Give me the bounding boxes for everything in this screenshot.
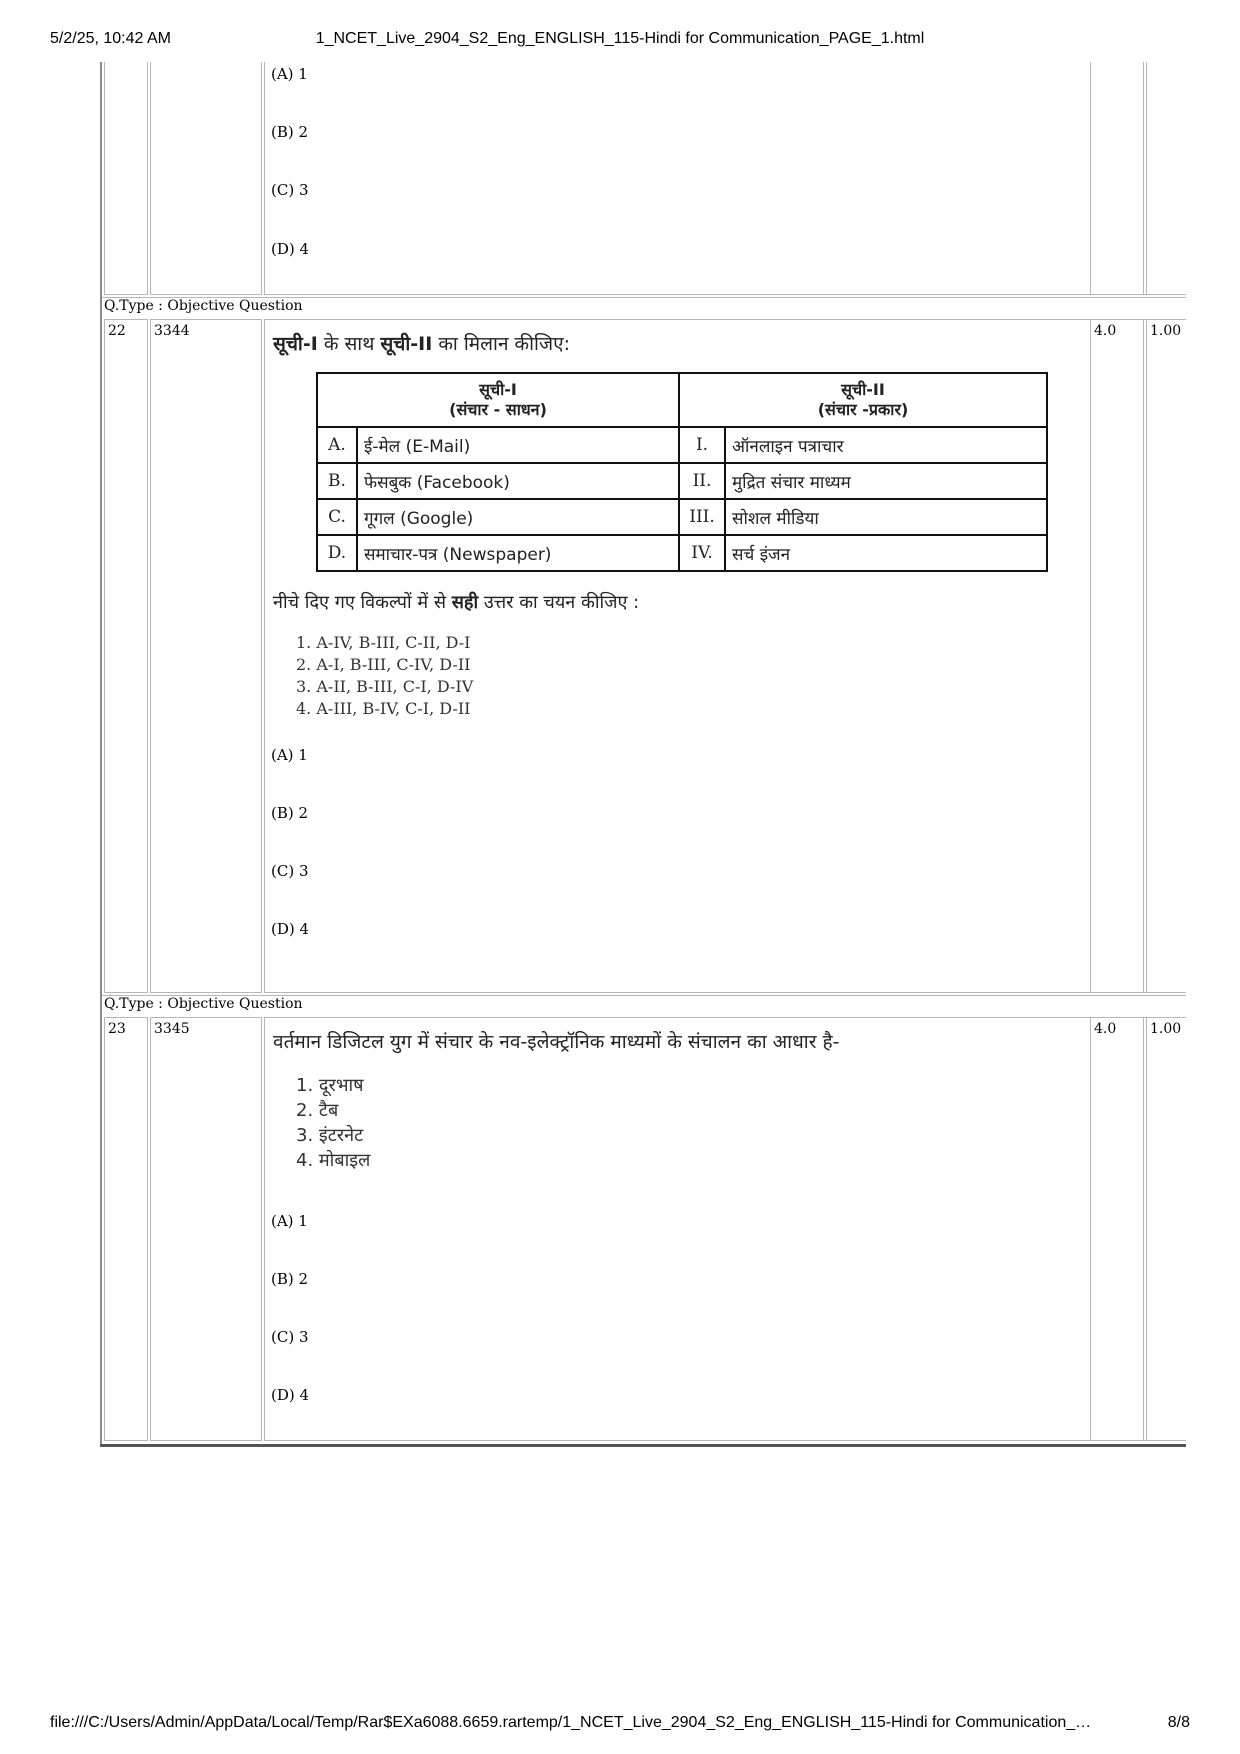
prompt-pre: नीचे दिए गए विकल्पों में से: [273, 592, 452, 613]
table-row: [317, 427, 1047, 463]
table-row: [317, 535, 1047, 571]
q23-negative-marks: 1.00: [1146, 1017, 1186, 1441]
print-title: 1_NCET_Live_2904_S2_Eng_ENGLISH_115-Hindi for Communication_PAGE_1.html: [315, 30, 925, 47]
list-item: 3. A-II, B-III, C-I, D-IV: [296, 677, 474, 696]
row-label-right: I.: [679, 427, 725, 463]
row-left-item: गूगल (Google): [357, 499, 679, 535]
file-path: file:///C:/Users/Admin/AppData/Local/Temp/Rar$EXa6088.6659.rartemp/1_NCET_Live_2904_S2_Eng_ENGLISH_115-Hindi for Communication_…: [50, 1714, 1092, 1731]
row-right-item: ऑनलाइन पत्राचार: [725, 427, 1047, 463]
q22-title-mid: के साथ: [317, 333, 381, 355]
prompt-post: उत्तर का चयन कीजिए :: [478, 592, 640, 613]
q22-number: 22: [104, 319, 148, 993]
q22-marks: 4.0: [1090, 319, 1144, 993]
table-row: [317, 463, 1047, 499]
row-left-item: समाचार-पत्र (Newspaper): [357, 535, 679, 571]
match-table-col2-header: [679, 373, 1047, 427]
q22-option-a: (A) 1: [271, 746, 308, 764]
q23-question-cell: [264, 1017, 1186, 1441]
qtype-label-23: Q.Type : Objective Question: [104, 996, 303, 1012]
q22-title: [273, 330, 570, 356]
q22-question-cell: [264, 319, 1186, 993]
sheet-bottom-border: [100, 1444, 1186, 1447]
q22-prompt: [273, 590, 639, 614]
match-table: [316, 372, 1048, 572]
row-right-item: मुद्रित संचार माध्यम: [725, 463, 1047, 499]
col2-head: सूची-II: [841, 380, 885, 399]
list-item: 4. मोबाइल: [296, 1150, 371, 1171]
qtype-label-22: Q.Type : Objective Question: [104, 298, 303, 314]
prev-option-c: (C) 3: [271, 181, 309, 199]
row-label-left: A.: [317, 427, 357, 463]
col2-sub: (संचार -प्रकार): [817, 400, 909, 419]
q22-title-list1: सूची-I: [273, 333, 318, 355]
q22-option-c: (C) 3: [271, 862, 309, 880]
list-item: 4. A-III, B-IV, C-I, D-II: [296, 699, 471, 718]
row-label-left: B.: [317, 463, 357, 499]
q22-option-b: (B) 2: [271, 804, 309, 822]
q23-choice-list: [296, 1073, 370, 1173]
prev-option-a: (A) 1: [271, 65, 308, 83]
prev-option-b: (B) 2: [271, 123, 309, 141]
row-label-right: II.: [679, 463, 725, 499]
q23-marks: 4.0: [1090, 1017, 1144, 1441]
q23-option-d: (D) 4: [271, 1386, 310, 1404]
q23-number: 23: [104, 1017, 148, 1441]
row-left-item: फेसबुक (Facebook): [357, 463, 679, 499]
q23-title: वर्तमान डिजिटल युग में संचार के नव-इलेक्ट्रॉनिक माध्यमों के संचालन का आधार है-: [273, 1031, 840, 1053]
page-number: 8/8: [1167, 1714, 1190, 1731]
q22-negative-marks: 1.00: [1146, 319, 1186, 993]
list-item: 2. टैब: [296, 1100, 339, 1121]
row-label-right: IV.: [679, 535, 725, 571]
q23-id: 3345: [150, 1017, 262, 1441]
prev-negative-cell: [1146, 62, 1186, 295]
list-item: 1. दूरभाष: [296, 1075, 364, 1096]
list-item: 2. A-I, B-III, C-IV, D-II: [296, 655, 471, 674]
match-table-col1-header: [317, 373, 679, 427]
prev-option-d: (D) 4: [271, 240, 310, 258]
table-row: [317, 499, 1047, 535]
list-item: 1. A-IV, B-III, C-II, D-I: [296, 633, 471, 652]
print-datetime: 5/2/25, 10:42 AM: [50, 30, 171, 47]
prev-question-cell: [264, 62, 1186, 295]
q22-choice-list: [296, 633, 473, 721]
row-label-right: III.: [679, 499, 725, 535]
q23-option-b: (B) 2: [271, 1270, 309, 1288]
prev-number-cell: [104, 62, 148, 295]
row-right-item: सर्च इंजन: [725, 535, 1047, 571]
prev-marks-cell: [1090, 62, 1144, 295]
col1-head: सूची-I: [479, 380, 517, 399]
q22-option-d: (D) 4: [271, 920, 310, 938]
q22-id: 3344: [150, 319, 262, 993]
row-label-left: D.: [317, 535, 357, 571]
row-left-item: ई-मेल (E-Mail): [357, 427, 679, 463]
prev-id-cell: [150, 62, 262, 295]
q23-option-c: (C) 3: [271, 1328, 309, 1346]
prompt-bold: सही: [451, 592, 479, 613]
q22-title-list2: सूची-II: [380, 333, 433, 355]
col1-sub: (संचार - साधन): [449, 400, 547, 419]
row-right-item: सोशल मीडिया: [725, 499, 1047, 535]
row-label-left: C.: [317, 499, 357, 535]
q22-title-post: का मिलान कीजिए:: [432, 333, 570, 355]
sheet-left-border: [100, 62, 102, 1447]
q23-option-a: (A) 1: [271, 1212, 308, 1230]
question-sheet: [100, 62, 1186, 1447]
list-item: 3. इंटरनेट: [296, 1125, 364, 1146]
